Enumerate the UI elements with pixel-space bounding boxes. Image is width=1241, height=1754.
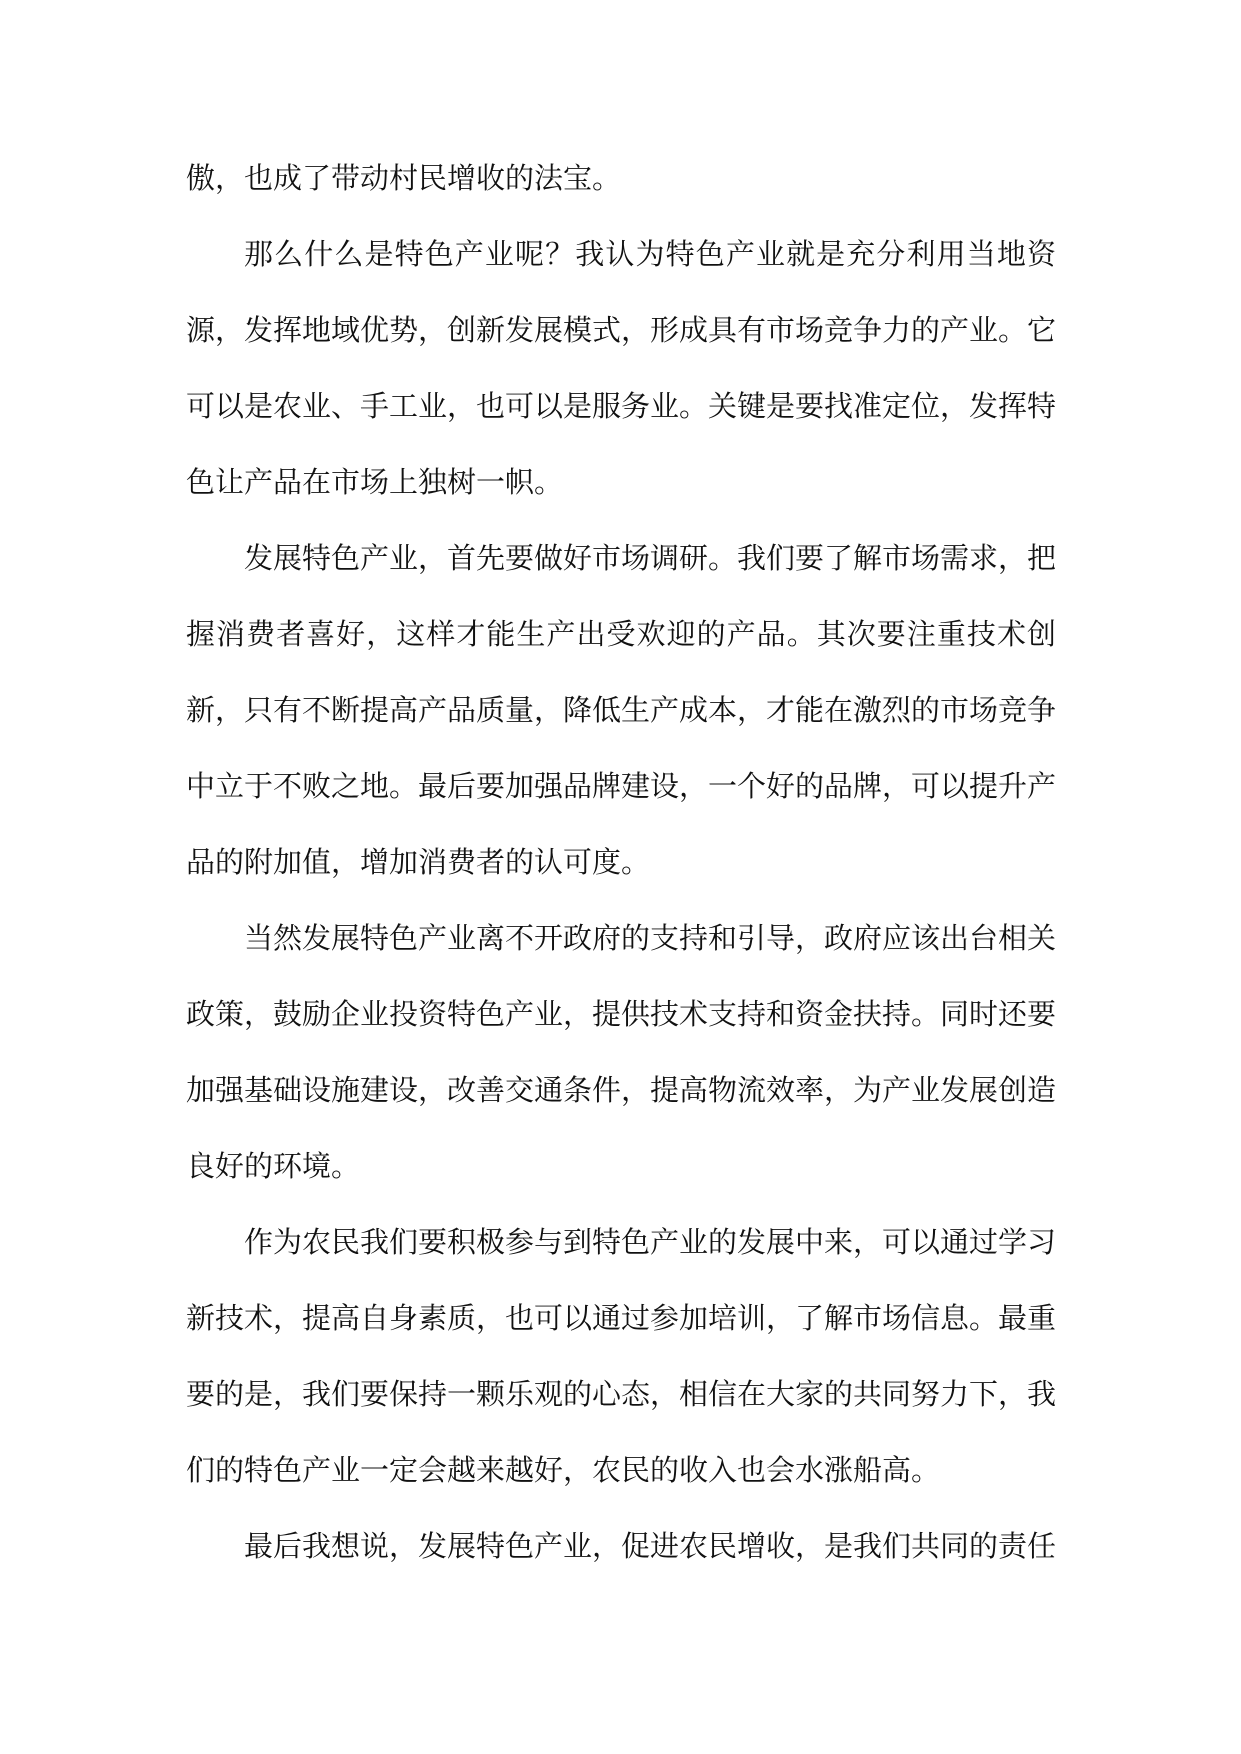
- paragraph-conclusion: 最后我想说，发展特色产业，促进农民增收，是我们共同的责任: [244, 1529, 1057, 1563]
- paragraph-continuation: 傲，也成了带动村民增收的法宝。: [186, 161, 622, 195]
- paragraph-farmers-participation: 作为农民我们要积极参与到特色产业的发展中来，可以通过学习新技术，提高自身素质，也可以通过参加培训，了解市场信息。最重要的是，我们要保持一颗乐观的心态，相信在大家的共同努力下，我们的特色产业一定会越来越好，农民的收入也会水涨船高。: [186, 1225, 1057, 1487]
- paragraph-government-support: 当然发展特色产业离不开政府的支持和引导，政府应该出台相关政策，鼓励企业投资特色产业，提供技术支持和资金扶持。同时还要加强基础设施建设，改善交通条件，提高物流效率，为产业发展创造良好的环境。: [186, 921, 1057, 1183]
- paragraph-what-is-specialty-industry: 那么什么是特色产业呢？我认为特色产业就是充分利用当地资源，发挥地域优势，创新发展模式，形成具有市场竞争力的产业。它可以是农业、手工业，也可以是服务业。关键是要找准定位，发挥特色让产品在市场上独树一帜。: [186, 237, 1057, 499]
- paragraph-developing-industry: 发展特色产业，首先要做好市场调研。我们要了解市场需求，把握消费者喜好，这样才能生产出受欢迎的产品。其次要注重技术创新，只有不断提高产品质量，降低生产成本，才能在激烈的市场竞争中立于不败之地。最后要加强品牌建设，一个好的品牌，可以提升产品的附加值，增加消费者的认可度。: [186, 541, 1057, 879]
- document-body: [186, 140, 1056, 1584]
